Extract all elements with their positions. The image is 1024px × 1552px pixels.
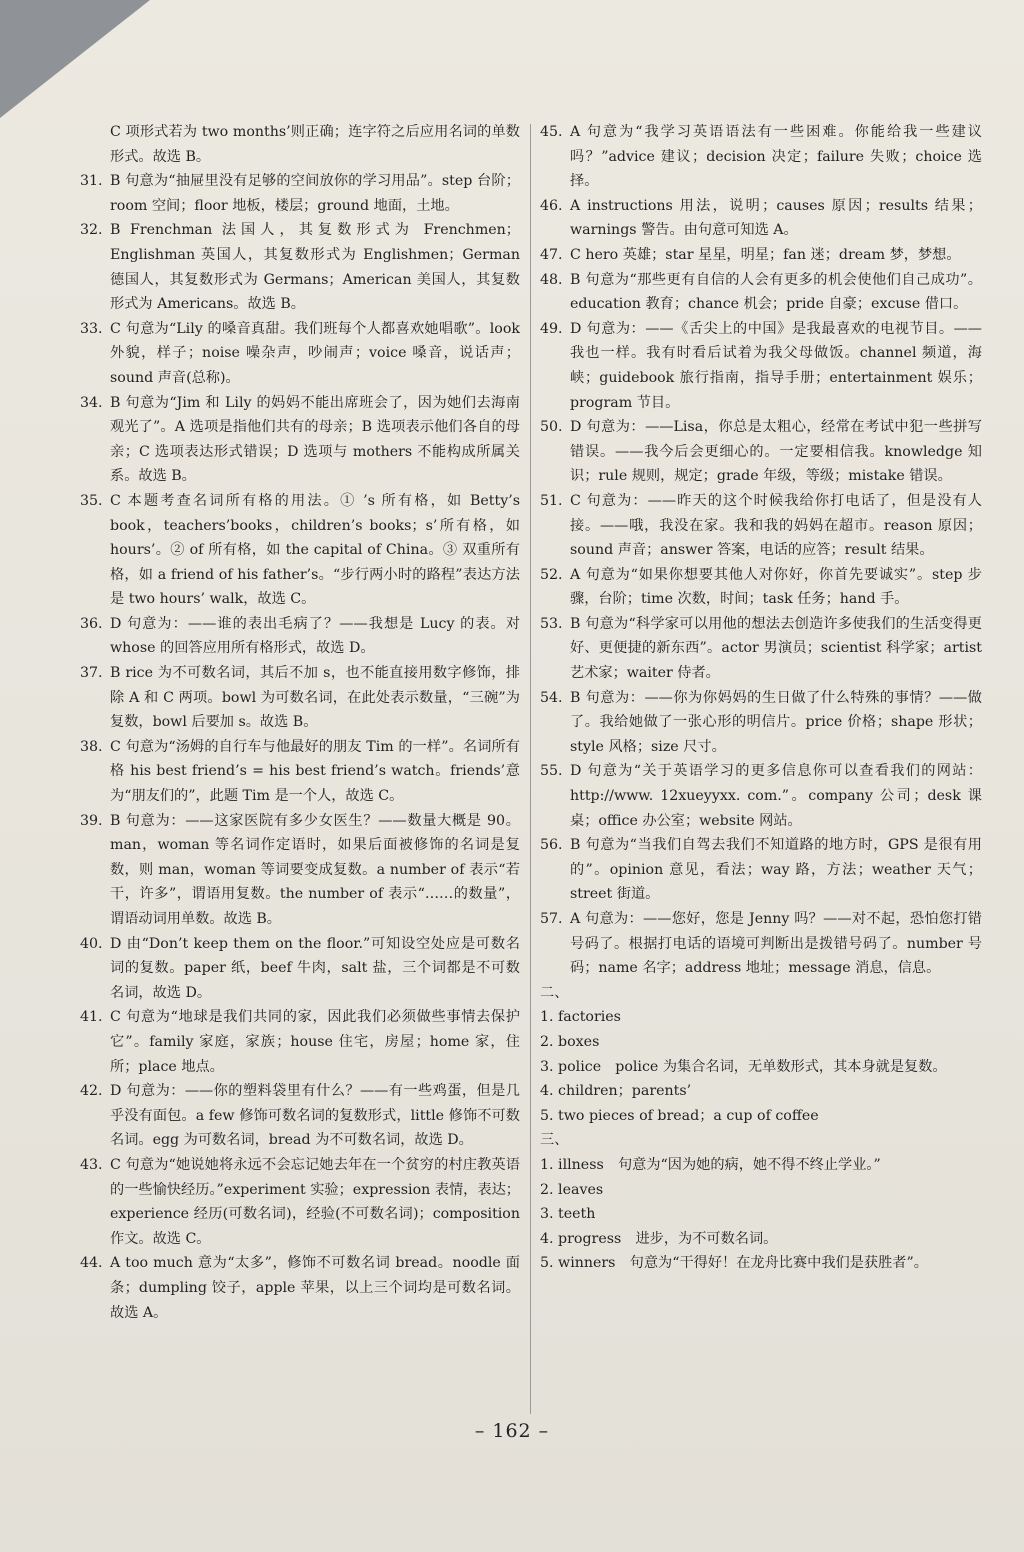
left-column bbox=[80, 120, 520, 1325]
answer-item bbox=[80, 1153, 520, 1251]
answer-explanation: A 句意为：——您好，您是 Jenny 吗？——对不起，恐怕您打错号码了。根据打电话的语境可判断出是拨错号码了。number 号码；name 名字；address 地址；message 消息，信息。 bbox=[570, 911, 982, 977]
answer-item bbox=[80, 489, 520, 612]
fill-in-answer: 1. illness 句意为“因为她的病，她不得不终止学业。” bbox=[540, 1156, 881, 1173]
fill-in-answer: 1. factories bbox=[540, 1009, 621, 1026]
answer-item bbox=[540, 317, 982, 415]
answer-explanation: A too much 意为“太多”，修饰不可数名词 bread。noodle 面条；dumpling 饺子，apple 苹果，以上三个词均是可数名词。故选 A。 bbox=[110, 1255, 520, 1321]
answer-number: 38. bbox=[80, 738, 103, 755]
fill-in-answer: 4. children；parents’ bbox=[540, 1083, 692, 1100]
answer-item bbox=[80, 317, 520, 391]
answer-number: 41. bbox=[80, 1009, 103, 1026]
answer-item bbox=[540, 120, 982, 194]
answer-explanation: C 句意为“她说她将永远不会忘记她去年在一个贫穷的村庄教英语的一些愉快经历。”experiment 实验；expression 表情，表达；experience 经历(可数名词)，经验(不可数名词)；composition 作文。故选 C。 bbox=[110, 1156, 520, 1247]
left-answer-list bbox=[80, 169, 520, 1325]
answer-explanation: B 句意为：——你为你妈妈的生日做了什么特殊的事情？——做了。我给她做了一张心形的明信片。price 价格；shape 形状；style 风格；size 尺寸。 bbox=[570, 689, 982, 755]
answer-number: 32. bbox=[80, 222, 103, 239]
answer-number: 45. bbox=[540, 124, 563, 140]
answer-item bbox=[80, 735, 520, 809]
continuation-text: C 项形式若为 two months’则正确；连字符之后应用名词的单数形式。故选 B。 bbox=[110, 124, 520, 165]
answer-number: 57. bbox=[540, 911, 563, 927]
right-column bbox=[540, 120, 982, 1276]
answer-item bbox=[80, 169, 520, 218]
answer-number: 47. bbox=[540, 246, 563, 263]
section-three-list bbox=[540, 1153, 982, 1276]
answer-number: 34. bbox=[80, 394, 103, 411]
answer-explanation: C 句意为“地球是我们共同的家，因此我们必须做些事情去保护它”。family 家庭，家族；house 住宅，房屋；home 家，住所；place 地点。 bbox=[110, 1009, 520, 1075]
answer-number: 50. bbox=[540, 419, 563, 436]
answer-item bbox=[540, 489, 982, 563]
answer-number: 39. bbox=[80, 812, 103, 829]
section-two-heading: 二、 bbox=[540, 984, 569, 1001]
answer-explanation: C hero 英雄；star 星星，明星；fan 迷；dream 梦，梦想。 bbox=[570, 246, 961, 263]
answer-explanation: D 句意为：——《舌尖上的中国》是我最喜欢的电视节目。——我也一样。我有时看后试着为我父母做饭。channel 频道，海峡；guidebook 旅行指南，指导手册；entertainment 娱乐；program 节目。 bbox=[570, 320, 982, 411]
answer-number: 46. bbox=[540, 197, 563, 214]
answer-item bbox=[80, 612, 520, 661]
answer-item bbox=[540, 243, 982, 268]
answer-item bbox=[80, 391, 520, 489]
fill-in-answer: 3. teeth bbox=[540, 1206, 596, 1223]
fill-in-answer: 3. police police 为集合名词，无单数形式，其本身就是复数。 bbox=[540, 1058, 947, 1075]
answer-explanation: B 句意为“那些更有自信的人会有更多的机会使他们自己成功”。education 教育；chance 机会；pride 自豪；excuse 借口。 bbox=[570, 271, 982, 313]
answer-number: 40. bbox=[80, 935, 103, 952]
answer-explanation: B 句意为“当我们自驾去我们不知道路的地方时，GPS 是很有用的”。opinion 意见，看法；way 路，方法；weather 天气；street 街道。 bbox=[570, 837, 982, 903]
answer-explanation: D 由“Don’t keep them on the floor.”可知设空处应是可数名词的复数。paper 纸，beef 牛肉，salt 盐，三个词都是不可数名词，故选 D。 bbox=[110, 935, 520, 1001]
section-three-heading: 三、 bbox=[540, 1132, 569, 1149]
answer-explanation: D 句意为：——谁的表出毛病了？——我想是 Lucy 的表。对 whose 的回答应用所有格形式，故选 D。 bbox=[110, 615, 520, 657]
answer-number: 56. bbox=[540, 837, 563, 854]
fill-in-answer: 5. winners 句意为“干得好！在龙舟比赛中我们是获胜者”。 bbox=[540, 1255, 928, 1272]
answer-explanation: C 句意为：——昨天的这个时候我给你打电话了，但是没有人接。——哦，我没在家。我和我的妈妈在超市。reason 原因；sound 声音；answer 答案，电话的应答；result 结果。 bbox=[570, 492, 982, 559]
answer-item bbox=[80, 661, 520, 735]
answer-number: 43. bbox=[80, 1156, 103, 1173]
page-number: – 162 – bbox=[474, 1420, 550, 1442]
answer-explanation: D 句意为“关于英语学习的更多信息你可以查看我们的网站：http://www. 12xueyyxx. com.”。company 公司；desk 课桌；office 办公室；website 网站。 bbox=[570, 763, 982, 829]
answer-number: 35. bbox=[80, 492, 103, 509]
answer-number: 53. bbox=[540, 615, 563, 632]
answer-number: 33. bbox=[80, 320, 103, 337]
answer-number: 54. bbox=[540, 689, 563, 706]
answer-explanation: A 句意为“如果你想要其他人对你好，你首先要诚实”。step 步骤，台阶；time 次数，时间；task 任务；hand 手。 bbox=[570, 566, 982, 608]
answer-number: 44. bbox=[80, 1255, 103, 1272]
answer-number: 55. bbox=[540, 763, 563, 780]
fill-in-answer: 5. two pieces of bread；a cup of coffee bbox=[540, 1107, 819, 1124]
answer-explanation: A 句意为“我学习英语语法有一些困难。你能给我一些建议吗？”advice 建议；decision 决定；failure 失败；choice 选择。 bbox=[570, 124, 982, 190]
answer-explanation: B 句意为“Jim 和 Lily 的妈妈不能出席班会了，因为她们去海南观光了”。A 选项是指他们共有的母亲；B 选项表示他们各自的母亲；C 选项表达形式错误；D 选项与 mothers 不能构成所属关系。故选 B。 bbox=[110, 394, 520, 485]
answer-explanation: D 句意为：——Lisa，你总是太粗心，经常在考试中犯一些拼写错误。——我今后会更细心的。一定要相信我。knowledge 知识；rule 规则，规定；grade 年级，等级；mistake 错误。 bbox=[570, 419, 982, 485]
answer-explanation: B Frenchman 法国人，其复数形式为 Frenchmen；Englishman 英国人，其复数形式为 Englishmen；German 德国人，其复数形式为 Germans；American 美国人，其复数形式为 Americans。故选 B。 bbox=[110, 222, 520, 313]
answer-number: 48. bbox=[540, 271, 563, 288]
fill-in-answer: 2. boxes bbox=[540, 1033, 600, 1050]
answer-item bbox=[80, 1079, 520, 1153]
answer-number: 36. bbox=[80, 615, 103, 632]
answer-item bbox=[540, 907, 982, 981]
fill-in-answer: 2. leaves bbox=[540, 1181, 604, 1198]
answer-item bbox=[80, 1005, 520, 1079]
folded-corner bbox=[0, 0, 150, 118]
answer-number: 31. bbox=[80, 173, 103, 190]
answer-explanation: D 句意为：——你的塑料袋里有什么？——有一些鸡蛋，但是几乎没有面包。a few 修饰可数名词的复数形式，little 修饰不可数名词。egg 为可数名词，bread 为不可数名词，故选 D。 bbox=[110, 1083, 520, 1149]
answer-item bbox=[80, 1251, 520, 1325]
answer-item bbox=[540, 268, 982, 317]
right-answer-list bbox=[540, 120, 982, 981]
answer-item bbox=[540, 415, 982, 489]
answer-number: 37. bbox=[80, 665, 103, 682]
answer-item bbox=[80, 218, 520, 316]
answer-explanation: B 句意为“科学家可以用他的想法去创造许多使我们的生活变得更好、更便捷的新东西”。actor 男演员；scientist 科学家；artist 艺术家；waiter 侍者。 bbox=[570, 615, 982, 682]
fill-in-answer: 4. progress 进步，为不可数名词。 bbox=[540, 1230, 778, 1247]
answer-item bbox=[540, 194, 982, 243]
answer-explanation: B 句意为“抽屉里没有足够的空间放你的学习用品”。step 台阶；room 空间；floor 地板，楼层；ground 地面，土地。 bbox=[110, 173, 520, 214]
answer-explanation: C 句意为“汤姆的自行车与他最好的朋友 Tim 的一样”。名词所有格 his best friend’s = his best friend’s watch。friends’意为“朋友们的”，此题 Tim 是一个人，故选 C。 bbox=[110, 738, 520, 805]
answer-explanation: B 句意为：——这家医院有多少女医生？——数量大概是 90。man，woman 等名词作定语时，如果后面被修饰的名词是复数，则 man，woman 等词要变成复数。a number of 表示“若干，许多”，谓语用复数。the number of 表示“……的数量”，谓语动词用单数。故选 B。 bbox=[110, 812, 520, 927]
section-two-list bbox=[540, 1005, 982, 1128]
answer-item bbox=[540, 759, 982, 833]
answer-number: 52. bbox=[540, 566, 563, 583]
column-divider bbox=[530, 124, 531, 1414]
answer-item bbox=[80, 932, 520, 1006]
answer-explanation: B rice 为不可数名词，其后不加 s，也不能直接用数字修饰，排除 A 和 C 两项。bowl 为可数名词，在此处表示数量，“三碗”为复数，bowl 后要加 s。故选 B。 bbox=[110, 665, 520, 731]
answer-explanation: C 句意为“Lily 的嗓音真甜。我们班每个人都喜欢她唱歌”。look 外貌，样子；noise 噪杂声，吵闹声；voice 嗓音，说话声；sound 声音(总称)。 bbox=[110, 320, 520, 386]
answer-explanation: C 本题考查名词所有格的用法。① ’s 所有格，如 Betty’s book，teachers’books，children’s books；s’所有格，如 hours’。② of 所有格，如 the capital of China。③ 双重所有格，如 a friend of his father’s。“步行两小时的路程”表达方法是 two hours’ walk，故选 C。 bbox=[110, 492, 520, 608]
answer-item bbox=[540, 563, 982, 612]
answer-item bbox=[540, 612, 982, 686]
answer-number: 49. bbox=[540, 320, 563, 337]
answer-number: 51. bbox=[540, 492, 563, 509]
answer-item bbox=[540, 686, 982, 760]
answer-item bbox=[540, 833, 982, 907]
answer-number: 42. bbox=[80, 1083, 103, 1100]
answer-item bbox=[80, 809, 520, 932]
answer-explanation: A instructions 用法，说明；causes 原因；results 结果；warnings 警告。由句意可知选 A。 bbox=[570, 197, 982, 239]
